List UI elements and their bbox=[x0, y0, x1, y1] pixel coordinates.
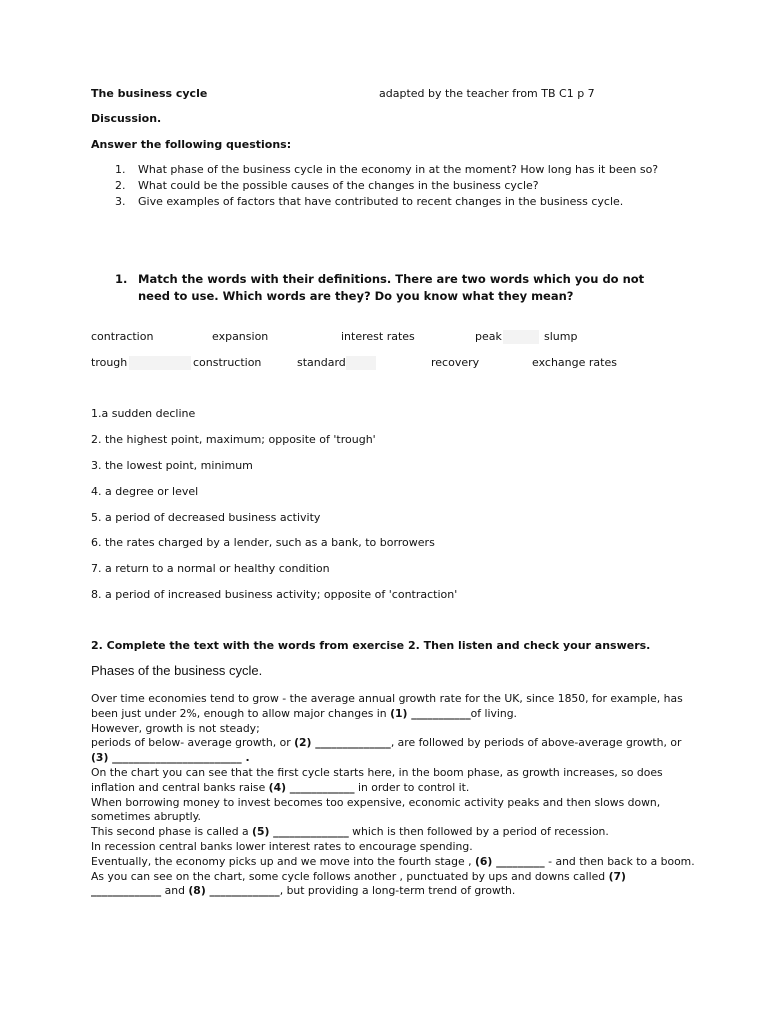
list-item: 2. the highest point, maximum; opposite of 'trough' bbox=[91, 433, 376, 446]
list-item-number: 2. bbox=[115, 179, 126, 192]
list-item: 3. the lowest point, minimum bbox=[91, 459, 253, 472]
text-line: inflation and central banks raise (4) ____________ in order to control it. bbox=[91, 780, 470, 794]
list-item-text: Give examples of factors that have contributed to recent changes in the business cycle. bbox=[138, 195, 624, 208]
list-item: 8. a period of increased business activity; opposite of 'contraction' bbox=[91, 588, 458, 601]
discussion-label: Discussion. bbox=[91, 112, 162, 125]
gap-4: (4) ____________ bbox=[268, 780, 355, 794]
highlight-shade bbox=[346, 356, 376, 370]
discussion-questions-list bbox=[91, 163, 691, 211]
text-line: As you can see on the chart, some cycle follows another , punctuated by ups and downs called (7) bbox=[91, 869, 626, 883]
text-line: Over time economies tend to grow - the average annual growth rate for the UK, since 1850, for example, has bbox=[91, 692, 683, 705]
questions-heading: Answer the following questions: bbox=[91, 138, 292, 151]
gap-2: (2) ______________ bbox=[294, 736, 391, 750]
highlight-shade bbox=[129, 356, 191, 370]
text-line: However, growth is not steady; bbox=[91, 721, 260, 735]
list-item: 7. a return to a normal or healthy condition bbox=[91, 562, 330, 575]
list-item-number: 3. bbox=[115, 195, 126, 208]
word-bank-item: recovery bbox=[431, 356, 480, 369]
source-note: adapted by the teacher from TB C1 p 7 bbox=[379, 87, 595, 100]
list-item-text: What phase of the business cycle in the economy in at the moment? How long has it been so? bbox=[138, 163, 659, 176]
list-item: 6. the rates charged by a lender, such as a bank, to borrowers bbox=[91, 536, 435, 549]
word-bank-item: interest rates bbox=[341, 330, 415, 343]
list-item-number: 1. bbox=[115, 163, 126, 176]
text-line: Eventually, the economy picks up and we move into the fourth stage , (6) _________ - and then back to a boom. bbox=[91, 854, 695, 868]
word-bank-item: standard bbox=[297, 356, 346, 369]
list-item: 1.a sudden decline bbox=[91, 407, 196, 420]
text-line: When borrowing money to invest becomes too expensive, economic activity peaks and then slows down, bbox=[91, 795, 661, 809]
gap-5: (5) ______________ bbox=[252, 825, 349, 839]
gap-1: (1) ___________ bbox=[390, 706, 471, 720]
text-line: This second phase is called a (5) ______________ which is then followed by a period of recession. bbox=[91, 825, 609, 839]
word-bank-item: exchange rates bbox=[532, 356, 617, 369]
text-subheading: Phases of the business cycle. bbox=[91, 663, 263, 678]
word-bank-item: slump bbox=[544, 330, 578, 343]
word-bank-item: trough bbox=[91, 356, 128, 369]
exercise-1-number: 1. bbox=[115, 272, 128, 286]
gap-7-label: (7) bbox=[608, 869, 626, 883]
text-line bbox=[91, 751, 691, 766]
word-bank-item: expansion bbox=[212, 330, 269, 343]
list-item bbox=[91, 179, 691, 195]
text-line: been just under 2%, enough to allow major changes in (1) ___________of living. bbox=[91, 706, 517, 720]
list-item bbox=[91, 163, 691, 179]
gap-3: (3) ________________________ . bbox=[91, 751, 250, 765]
exercise-2-instruction: 2. Complete the text with the words from exercise 2. Then listen and check your answers. bbox=[91, 639, 651, 652]
list-item bbox=[91, 195, 691, 211]
list-item-text: What could be the possible causes of the changes in the business cycle? bbox=[138, 179, 539, 192]
list-item: 4. a degree or level bbox=[91, 485, 199, 498]
text-line: sometimes abruptly. bbox=[91, 810, 201, 824]
gap-7: _____________ bbox=[91, 884, 162, 898]
gap-fill-text bbox=[91, 692, 695, 899]
text-line: In recession central banks lower interest rates to encourage spending. bbox=[91, 839, 473, 853]
word-bank-item: construction bbox=[193, 356, 262, 369]
text-line: _____________ and (8) _____________, but providing a long-term trend of growth. bbox=[91, 884, 516, 898]
word-bank-item: peak bbox=[475, 330, 502, 343]
exercise-1-text: Match the words with their definitions. There are two words which you do not need to use. Which words are they? Do you know what they mean? bbox=[138, 272, 645, 303]
gap-6: (6) _________ bbox=[474, 854, 545, 868]
text-line: On the chart you can see that the first cycle starts here, in the boom phase, as growth increases, so does bbox=[91, 765, 663, 779]
text-line: periods of below- average growth, or (2) ______________, are followed by periods of above-average growth, or bbox=[91, 736, 682, 750]
gap-8: (8) _____________ bbox=[188, 884, 280, 898]
list-item: 5. a period of decreased business activity bbox=[91, 511, 321, 524]
worksheet-title: The business cycle bbox=[91, 87, 208, 100]
highlight-shade bbox=[503, 330, 539, 344]
word-bank-item: contraction bbox=[91, 330, 154, 343]
